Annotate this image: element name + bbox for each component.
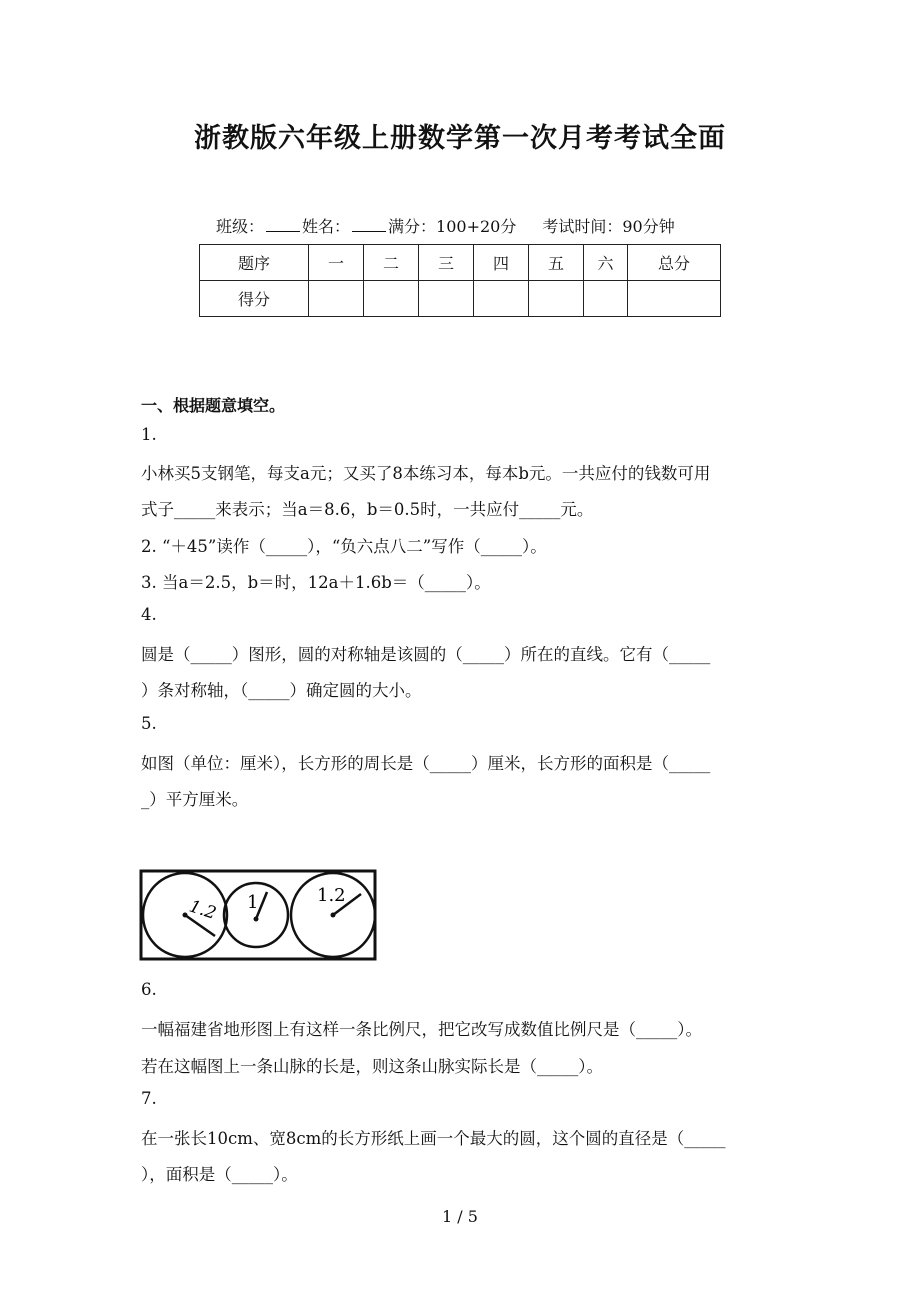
table-header-cell: 题序 — [200, 245, 309, 281]
score-cell — [364, 281, 419, 317]
table-header-cell: 三 — [419, 245, 474, 281]
table-header-cell: 一 — [309, 245, 364, 281]
score-cell — [419, 281, 474, 317]
question-text: 圆是（_____）图形，圆的对称轴是该圆的（_____）所在的直线。它有（_____ — [141, 645, 711, 664]
question-text: 1. — [141, 425, 157, 444]
question-text: 7. — [141, 1089, 157, 1108]
figure-label-middle: 1 — [247, 892, 259, 913]
table-header-cell: 二 — [364, 245, 419, 281]
figure-label-right: 1.2 — [317, 885, 346, 906]
score-table-header-row — [200, 245, 721, 281]
score-cell — [309, 281, 364, 317]
table-header-cell: 六 — [584, 245, 628, 281]
page-number: 1 / 5 — [442, 1207, 478, 1226]
row-label-cell: 得分 — [200, 281, 309, 317]
question-text: 3. 当a＝2.5，b＝时，12a＋1.6b＝（_____）。 — [141, 573, 491, 592]
question-text: 4. — [141, 605, 157, 624]
question-text: ），面积是（_____）。 — [141, 1165, 298, 1184]
question-text: 式子_____来表示；当a＝8.6，b＝0.5时，一共应付_____元。 — [141, 500, 594, 519]
question-text: 6. — [141, 980, 157, 999]
score-cell — [584, 281, 628, 317]
question-text: 2. “＋45”读作（_____），“负六点八二”写作（_____）。 — [141, 537, 547, 556]
exam-info — [216, 214, 675, 237]
question-text: 5. — [141, 714, 157, 733]
table-header-cell: 总分 — [628, 245, 721, 281]
name-label: 姓名： — [302, 217, 351, 236]
question-text: ）条对称轴，（_____）确定圆的大小。 — [141, 681, 422, 700]
class-label: 班级： — [216, 217, 265, 236]
score-table-row — [200, 281, 721, 317]
page-title: 浙教版六年级上册数学第一次月考考试全面 — [194, 123, 726, 154]
question-text: 小林买5支钢笔，每支a元；又买了8本练习本，每本b元。一共应付的钱数可用 — [141, 464, 711, 483]
table-header-cell: 四 — [474, 245, 529, 281]
section-title: 一、根据题意填空。 — [141, 396, 286, 415]
rectangle-circles-figure — [139, 868, 379, 962]
score-cell — [529, 281, 584, 317]
class-blank — [266, 217, 300, 232]
figure-label-left: 1.2 — [186, 896, 219, 924]
name-blank — [352, 217, 386, 232]
question-text: _）平方厘米。 — [141, 790, 249, 809]
score-table — [199, 244, 721, 317]
full-score: 满分：100+20分 — [388, 217, 517, 236]
exam-time: 考试时间：90分钟 — [542, 217, 675, 236]
table-header-cell: 五 — [529, 245, 584, 281]
question-text: 如图（单位：厘米），长方形的周长是（_____）厘米，长方形的面积是（_____ — [141, 754, 711, 773]
question-text: 一幅福建省地形图上有这样一条比例尺，把它改写成数值比例尺是（_____）。 — [141, 1020, 702, 1039]
score-cell — [474, 281, 529, 317]
score-cell — [628, 281, 721, 317]
question-text: 若在这幅图上一条山脉的长是，则这条山脉实际长是（_____）。 — [141, 1057, 603, 1076]
question-text: 在一张长10cm、宽8cm的长方形纸上画一个最大的圆，这个圆的直径是（_____ — [141, 1129, 726, 1148]
